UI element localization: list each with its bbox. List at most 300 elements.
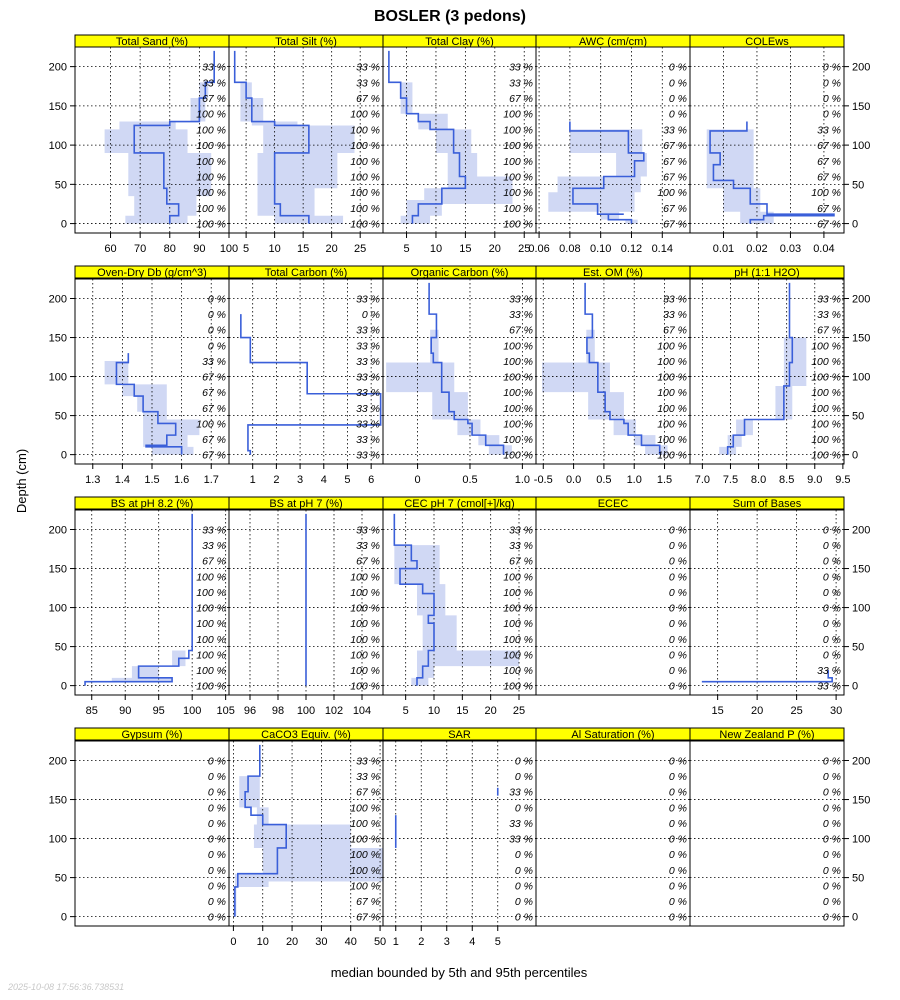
pct-label: 33 % [817, 680, 841, 693]
pct-label: 100 % [196, 108, 226, 121]
pct-label: 67 % [202, 402, 226, 415]
y-tick-label: 150 [48, 332, 67, 345]
y-tick-label: 100 [48, 371, 67, 384]
x-tick-label: 10 [256, 936, 269, 948]
y-tick-label: 50 [54, 410, 67, 423]
pct-label: 33 % [509, 524, 533, 537]
pct-label: 0 % [668, 665, 687, 678]
percentile-band [389, 82, 513, 223]
y-tick-label: 200 [852, 61, 871, 74]
y-tick-label: 150 [852, 332, 871, 345]
pct-label: 100 % [196, 124, 226, 137]
pct-label: 33 % [356, 77, 380, 90]
pct-label: 67 % [356, 896, 380, 909]
pct-label: 0 % [822, 602, 841, 615]
x-tick-label: 25 [354, 243, 367, 255]
panel [49, 35, 239, 255]
x-tick-label: 15 [297, 243, 310, 255]
x-tick-label: 25 [790, 705, 803, 717]
x-tick-label: 10 [427, 705, 441, 717]
timestamp: 2025-10-08 17:56:36.738531 [8, 982, 125, 992]
strip-label: Gypsum (%) [121, 729, 183, 741]
pct-label: 0 % [207, 293, 226, 306]
pct-label: 100 % [657, 187, 687, 200]
pct-label: 67 % [663, 218, 687, 231]
strip-label: BS at pH 8.2 (%) [110, 498, 194, 510]
pct-label: 67 % [663, 155, 687, 168]
y-tick-label: 150 [48, 794, 67, 807]
pct-label: 67 % [817, 202, 841, 215]
x-tick-label: 5 [344, 474, 351, 486]
x-tick-label: 85 [85, 705, 98, 717]
pct-label: 0 % [514, 771, 533, 784]
pct-label: 100 % [503, 680, 533, 693]
y-tick-label: 0 [852, 218, 859, 231]
pct-label: 0 % [822, 817, 841, 830]
y-tick-label: 0 [852, 449, 859, 462]
pct-label: 100 % [350, 187, 380, 200]
chart-title: BOSLER (3 pedons) [373, 8, 527, 25]
y-tick-label: 100 [48, 602, 67, 615]
pct-label: 0 % [207, 817, 226, 830]
panel-frame [75, 741, 229, 926]
x-tick-label: 40 [344, 936, 357, 948]
pct-label: 0 % [207, 911, 226, 924]
y-tick-label: 150 [852, 100, 871, 113]
x-tick-label: 2 [418, 936, 425, 948]
x-tick-label: 50 [373, 936, 387, 948]
x-tick-label: 102 [324, 705, 344, 717]
pct-label: 0 % [822, 555, 841, 568]
pct-label: 0 % [822, 61, 841, 74]
y-tick-label: 200 [852, 293, 871, 306]
strip-label: ECEC [597, 498, 629, 510]
pct-label: 0 % [668, 911, 687, 924]
pct-label: 100 % [350, 633, 380, 646]
pct-label: 0 % [822, 633, 841, 646]
x-tick-label: 105 [216, 705, 235, 717]
pct-label: 0 % [822, 849, 841, 862]
x-tick-label: 2 [273, 474, 280, 486]
pct-label: 33 % [202, 77, 226, 90]
strip-label: Total Carbon (%) [264, 267, 348, 279]
panel [49, 728, 229, 926]
pct-label: 100 % [350, 124, 380, 137]
x-tick-label: 15 [456, 705, 469, 717]
panel [690, 497, 870, 717]
pct-label: 0 % [207, 849, 226, 862]
pct-label: 100 % [503, 602, 533, 615]
pct-label: 0 % [207, 755, 226, 768]
x-tick-label: 0.10 [589, 243, 612, 255]
x-tick-label: 96 [243, 705, 257, 717]
pct-label: 0 % [822, 571, 841, 584]
pct-label: 100 % [196, 418, 226, 431]
pct-label: 100 % [503, 418, 533, 431]
pct-label: 0 % [822, 864, 841, 877]
pct-label: 33 % [509, 833, 533, 846]
pct-label: 67 % [817, 140, 841, 153]
x-tick-label: 15 [459, 243, 472, 255]
x-tick-label: 90 [193, 243, 206, 255]
strip-label: Est. OM (%) [583, 267, 643, 279]
pct-label: 0 % [822, 755, 841, 768]
pct-label: 33 % [817, 665, 841, 678]
strip-label: COLEws [745, 36, 789, 48]
pct-label: 100 % [503, 202, 533, 215]
pct-label: 0 % [668, 571, 687, 584]
x-tick-label: 0.14 [651, 243, 673, 255]
pct-label: 33 % [356, 340, 380, 353]
pct-label: 0 % [668, 849, 687, 862]
pct-label: 0 % [668, 77, 687, 90]
pct-label: 67 % [356, 93, 380, 106]
x-tick-label: 3 [443, 936, 450, 948]
pct-label: 0 % [668, 802, 687, 815]
x-tick-label: 0.12 [620, 243, 643, 255]
pct-label: 33 % [202, 355, 226, 368]
pct-label: 33 % [356, 434, 380, 447]
pct-label: 0 % [822, 911, 841, 924]
pct-label: 0 % [514, 755, 533, 768]
pct-label: 0 % [514, 849, 533, 862]
pct-label: 0 % [207, 833, 226, 846]
pct-label: 100 % [503, 355, 533, 368]
pct-label: 33 % [356, 449, 380, 462]
pct-label: 0 % [822, 833, 841, 846]
y-tick-label: 100 [48, 833, 67, 846]
pct-label: 100 % [196, 140, 226, 153]
y-tick-label: 0 [60, 218, 67, 231]
y-tick-label: 150 [48, 563, 67, 576]
panel-content [536, 761, 690, 917]
x-tick-label: 1.7 [203, 474, 219, 486]
pct-label: 67 % [202, 371, 226, 384]
pct-label: 100 % [503, 387, 533, 400]
y-tick-label: 0 [852, 680, 859, 693]
pct-label: 33 % [356, 540, 380, 553]
y-tick-label: 100 [852, 833, 871, 846]
pct-label: 33 % [509, 293, 533, 306]
x-tick-label: 0.01 [712, 243, 735, 255]
panel-content [690, 761, 844, 917]
x-tick-label: 3 [297, 474, 304, 486]
pct-label: 67 % [509, 555, 533, 568]
x-tick-label: 0.5 [462, 474, 478, 486]
pct-label: 0 % [207, 309, 226, 322]
pct-label: 100 % [811, 355, 841, 368]
pct-label: 100 % [503, 340, 533, 353]
panel [229, 35, 383, 255]
y-tick-label: 200 [852, 524, 871, 537]
x-axis-label: median bounded by 5th and 95th percentiles [330, 965, 588, 980]
x-tick-label: 8.0 [750, 474, 767, 486]
pct-label: 100 % [657, 449, 687, 462]
x-tick-label: 60 [104, 243, 117, 255]
x-tick-label: 98 [271, 705, 285, 717]
pct-label: 100 % [811, 187, 841, 200]
x-tick-label: -0.5 [533, 474, 553, 486]
pct-label: 100 % [350, 218, 380, 231]
pct-label: 67 % [202, 93, 226, 106]
pct-label: 0 % [207, 896, 226, 909]
x-tick-label: 0.06 [528, 243, 550, 255]
x-tick-label: 70 [134, 243, 147, 255]
pct-label: 33 % [356, 755, 380, 768]
x-tick-label: 1.5 [656, 474, 673, 486]
panel [49, 497, 235, 717]
strip-label: Sum of Bases [732, 498, 802, 510]
pct-label: 100 % [350, 817, 380, 830]
pct-label: 100 % [503, 633, 533, 646]
y-tick-label: 0 [852, 911, 859, 924]
y-tick-label: 100 [48, 140, 67, 153]
y-tick-label: 150 [852, 794, 871, 807]
pct-label: 100 % [503, 171, 533, 184]
percentile-band [394, 545, 519, 686]
pct-label: 100 % [350, 649, 380, 662]
panel [229, 728, 386, 948]
pct-label: 33 % [356, 387, 380, 400]
y-tick-label: 200 [48, 61, 67, 74]
median-line [702, 670, 832, 682]
strip-label: Al Saturation (%) [571, 729, 655, 741]
pct-label: 100 % [196, 187, 226, 200]
pct-label: 0 % [822, 586, 841, 599]
pct-label: 0 % [207, 771, 226, 784]
pct-label: 0 % [207, 802, 226, 815]
pct-label: 33 % [202, 540, 226, 553]
pct-label: 100 % [350, 618, 380, 631]
x-tick-label: 1.5 [144, 474, 160, 486]
pct-label: 100 % [503, 402, 533, 415]
y-tick-label: 200 [48, 293, 67, 306]
panel [229, 266, 383, 486]
x-tick-label: 0 [414, 474, 421, 486]
pct-label: 67 % [509, 93, 533, 106]
pct-label: 0 % [822, 786, 841, 799]
panel [49, 266, 229, 486]
pct-label: 100 % [811, 418, 841, 431]
x-tick-label: 20 [325, 243, 338, 255]
x-tick-label: 0.04 [813, 243, 835, 255]
pct-label: 0 % [668, 540, 687, 553]
y-tick-label: 100 [852, 371, 871, 384]
y-tick-label: 50 [54, 179, 67, 192]
y-tick-label: 200 [852, 755, 871, 768]
pct-label: 100 % [196, 618, 226, 631]
x-tick-label: 30 [829, 705, 843, 717]
x-tick-label: 6 [368, 474, 375, 486]
y-tick-label: 50 [852, 179, 865, 192]
pct-label: 0 % [668, 864, 687, 877]
pct-label: 100 % [350, 202, 380, 215]
pct-label: 0 % [822, 802, 841, 815]
pct-label: 0 % [668, 524, 687, 537]
panel [690, 35, 870, 255]
pct-label: 100 % [503, 586, 533, 599]
panels [49, 35, 871, 948]
panel [383, 497, 536, 717]
x-tick-label: 25 [518, 243, 531, 255]
pct-label: 100 % [350, 802, 380, 815]
pct-label: 0 % [668, 555, 687, 568]
y-tick-label: 150 [48, 100, 67, 113]
pct-label: 100 % [503, 371, 533, 384]
strip-label: New Zealand P (%) [719, 729, 815, 741]
y-tick-label: 50 [852, 872, 865, 885]
strip-label: AWC (cm/cm) [578, 36, 648, 48]
pct-label: 0 % [822, 896, 841, 909]
panel [536, 497, 690, 695]
strip-label: CEC pH 7 (cmol[+]/kg) [404, 498, 515, 510]
pct-label: 100 % [196, 649, 226, 662]
panel [229, 497, 383, 717]
strip-label: BS at pH 7 (%) [269, 498, 343, 510]
x-tick-label: 1 [249, 474, 256, 486]
pct-label: 33 % [356, 524, 380, 537]
y-tick-label: 200 [48, 524, 67, 537]
pct-label: 0 % [822, 93, 841, 106]
strip-label: Total Silt (%) [275, 36, 337, 48]
pct-label: 100 % [196, 155, 226, 168]
pct-label: 100 % [350, 171, 380, 184]
pct-label: 100 % [811, 387, 841, 400]
pct-label: 0 % [668, 108, 687, 121]
pct-label: 0 % [514, 802, 533, 815]
pct-label: 100 % [196, 202, 226, 215]
x-tick-label: 7.0 [694, 474, 711, 486]
pct-label: 100 % [350, 108, 380, 121]
x-tick-label: 1.0 [514, 474, 531, 486]
pct-label: 0 % [668, 771, 687, 784]
x-tick-label: 5 [243, 243, 250, 255]
pct-label: 0 % [668, 586, 687, 599]
x-tick-label: 4 [320, 474, 327, 486]
y-tick-label: 0 [60, 449, 67, 462]
x-tick-label: 0.0 [565, 474, 582, 486]
x-tick-label: 1.4 [114, 474, 131, 486]
x-tick-label: 10 [268, 243, 281, 255]
pct-label: 0 % [207, 324, 226, 337]
pct-label: 0 % [668, 618, 687, 631]
pct-label: 100 % [503, 218, 533, 231]
pct-label: 100 % [657, 434, 687, 447]
pct-label: 100 % [657, 340, 687, 353]
pct-label: 0 % [668, 786, 687, 799]
panel [383, 35, 536, 255]
pct-label: 0 % [207, 786, 226, 799]
y-tick-label: 100 [852, 602, 871, 615]
panel [690, 266, 870, 486]
pct-label: 33 % [663, 293, 687, 306]
pct-label: 100 % [196, 665, 226, 678]
strip-label: pH (1:1 H2O) [734, 267, 800, 279]
pct-label: 100 % [503, 124, 533, 137]
x-tick-label: 5 [402, 705, 409, 717]
pct-label: 100 % [811, 402, 841, 415]
pct-label: 33 % [509, 786, 533, 799]
pct-label: 100 % [350, 864, 380, 877]
y-tick-label: 50 [54, 872, 67, 885]
pct-label: 100 % [657, 418, 687, 431]
panel [690, 728, 870, 926]
pct-label: 0 % [361, 309, 380, 322]
pct-label: 0 % [668, 755, 687, 768]
pct-label: 0 % [822, 880, 841, 893]
y-tick-label: 50 [54, 641, 67, 654]
pct-label: 0 % [207, 864, 226, 877]
pct-label: 33 % [509, 61, 533, 74]
x-tick-label: 104 [352, 705, 372, 717]
pct-label: 33 % [356, 771, 380, 784]
pct-label: 100 % [350, 140, 380, 153]
pct-label: 67 % [817, 218, 841, 231]
panel-content [75, 761, 229, 917]
strip-label: Organic Carbon (%) [410, 267, 509, 279]
pct-label: 100 % [657, 387, 687, 400]
pct-label: 33 % [356, 61, 380, 74]
pct-label: 0 % [207, 880, 226, 893]
pct-label: 0 % [668, 896, 687, 909]
pct-label: 0 % [514, 864, 533, 877]
y-tick-label: 200 [48, 755, 67, 768]
pct-label: 100 % [196, 171, 226, 184]
x-tick-label: 10 [429, 243, 443, 255]
x-tick-label: 1 [392, 936, 399, 948]
pct-label: 33 % [817, 309, 841, 322]
panel-frame [536, 510, 690, 695]
pct-label: 33 % [202, 524, 226, 537]
panel [383, 266, 536, 486]
pct-label: 100 % [196, 633, 226, 646]
x-tick-label: 20 [285, 936, 299, 948]
pct-label: 33 % [817, 124, 841, 137]
panel-frame [536, 741, 690, 926]
pct-label: 67 % [663, 324, 687, 337]
pct-label: 33 % [356, 418, 380, 431]
pct-label: 100 % [503, 618, 533, 631]
pct-label: 67 % [356, 555, 380, 568]
pct-label: 0 % [668, 833, 687, 846]
x-tick-label: 20 [488, 243, 501, 255]
pct-label: 100 % [657, 402, 687, 415]
y-tick-label: 0 [60, 911, 67, 924]
panel-frame [690, 741, 844, 926]
pct-label: 100 % [196, 218, 226, 231]
pct-label: 67 % [202, 387, 226, 400]
x-tick-label: 100 [296, 705, 316, 717]
pct-label: 0 % [207, 340, 226, 353]
pct-label: 100 % [350, 586, 380, 599]
x-tick-label: 1.3 [85, 474, 101, 486]
pct-label: 100 % [657, 355, 687, 368]
pct-label: 100 % [811, 371, 841, 384]
pct-label: 100 % [350, 680, 380, 693]
pct-label: 100 % [503, 140, 533, 153]
y-tick-label: 150 [852, 563, 871, 576]
x-tick-label: 5 [494, 936, 501, 948]
x-tick-label: 9.5 [835, 474, 851, 486]
y-tick-label: 100 [852, 140, 871, 153]
pct-label: 67 % [202, 449, 226, 462]
pct-label: 33 % [356, 371, 380, 384]
pct-label: 33 % [509, 77, 533, 90]
x-tick-label: 0.02 [746, 243, 768, 255]
pct-label: 0 % [822, 649, 841, 662]
pct-label: 33 % [356, 402, 380, 415]
y-axis-label: Depth (cm) [14, 448, 29, 514]
